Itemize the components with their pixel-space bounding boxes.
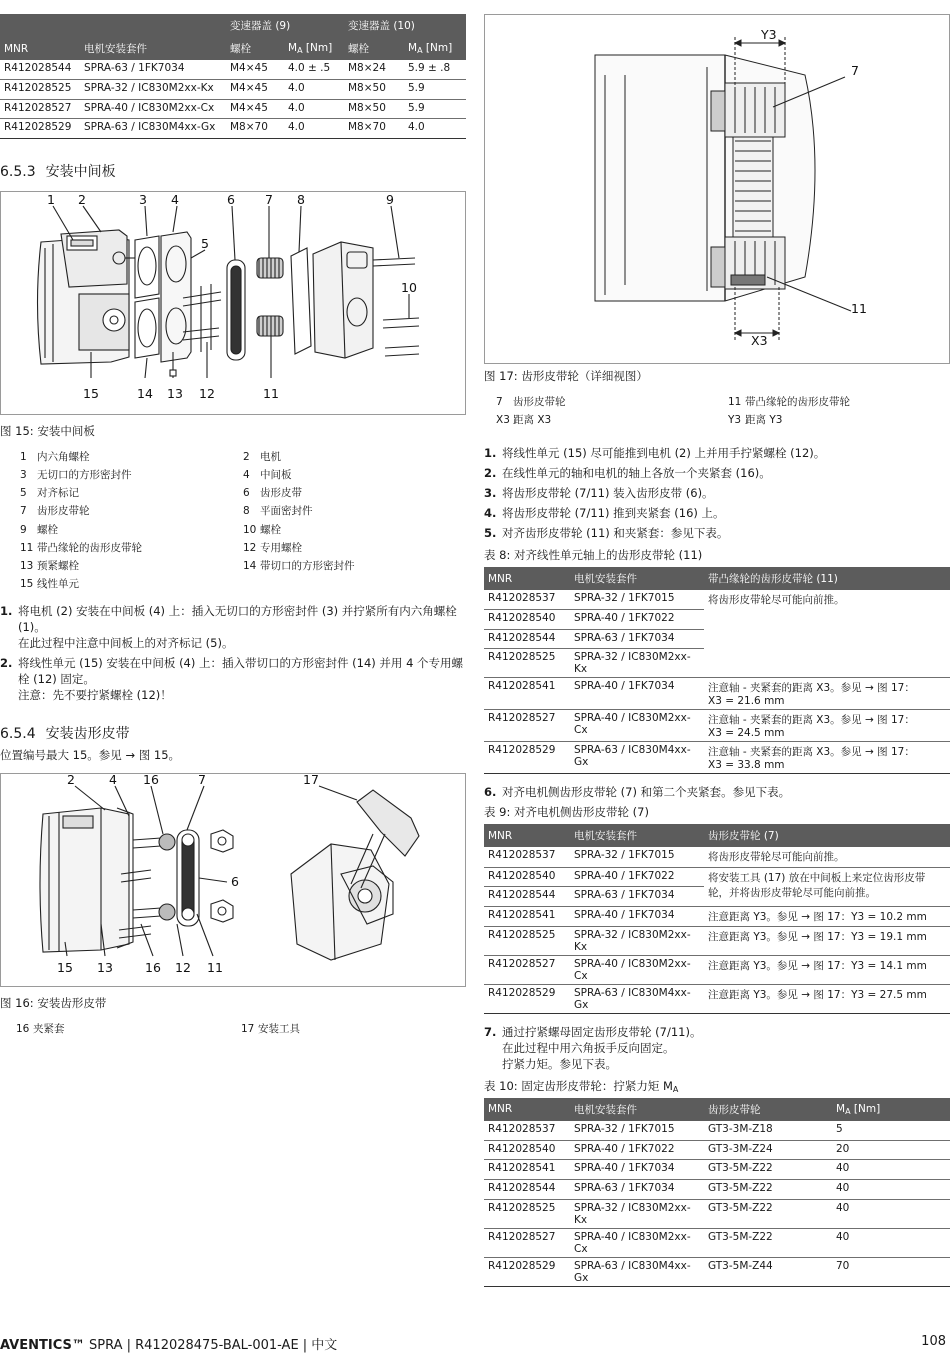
legend-number: 6 <box>243 487 250 500</box>
table-cell: R412028527 <box>484 955 570 984</box>
legend-item <box>496 394 728 409</box>
table-row <box>484 742 950 774</box>
step-item <box>484 465 950 481</box>
table-cell: SPRA-32 / 1FK7015 <box>570 590 704 610</box>
callout-15: 15 <box>83 385 99 401</box>
table-row <box>484 926 950 955</box>
table-10 <box>484 1098 950 1287</box>
callout-11: 11 <box>851 301 867 316</box>
table-cell: R412028544 <box>484 887 570 907</box>
table-cell: 40 <box>832 1160 950 1180</box>
legend-label: 齿形皮带轮 <box>37 505 90 518</box>
table-cell: R412028541 <box>484 1160 570 1180</box>
table-cell: R412028527 <box>484 710 570 742</box>
step-text: 将线性单元 (15) 尽可能推到电机 (2) 上并用手拧紧螺栓 (12)。 <box>502 446 826 461</box>
table-cell: GT3-5M-Z22 <box>704 1160 832 1180</box>
callout-5: 5 <box>201 235 209 251</box>
table-cell: 4.0 <box>284 80 344 100</box>
table-cell: R412028544 <box>484 1180 570 1200</box>
step-number: 4. <box>484 506 497 521</box>
callout-4: 4 <box>171 191 179 207</box>
table-8-body <box>484 590 950 774</box>
legend-item <box>728 412 950 427</box>
callout-11: 11 <box>207 960 223 976</box>
merged-note-cell: 将齿形皮带轮尽可能向前推。 <box>704 590 950 678</box>
table-cell: SPRA-40 / IC830M2xx-Cx <box>570 710 704 742</box>
section-heading-654: 6.5.4 安装齿形皮带 <box>0 726 130 743</box>
callout-8: 8 <box>297 191 305 207</box>
table-cell: R412028525 <box>484 926 570 955</box>
table-cell: R412028544 <box>484 629 570 649</box>
step-653-2: 2. 将线性单元 (15) 安装在中间板 (4) 上：插入带切口的方形密封件 (14) 并用 4 个专用螺栓 (12) 固定。 注意：先不要拧紧螺栓 (12)！ <box>0 656 464 703</box>
table-cell: M8×50 <box>344 99 404 119</box>
table-cell: SPRA-40 / 1FK7022 <box>570 867 704 887</box>
table-row <box>484 678 950 710</box>
figure-15 <box>0 191 466 415</box>
table-cell: R412028527 <box>484 1228 570 1257</box>
legend-item <box>243 558 466 573</box>
legend-item <box>243 467 466 482</box>
table-cell: R412028529 <box>484 742 570 774</box>
table-cell: M8×24 <box>344 60 404 80</box>
note-line: 轮，并将齿形皮带轮尽可能向前推。 <box>708 886 876 899</box>
legend-item <box>20 540 243 555</box>
callout-2: 2 <box>67 773 75 788</box>
table-row <box>484 984 950 1013</box>
legend-item <box>496 412 728 427</box>
table-cell: SPRA-63 / IC830M4xx-Gx <box>570 742 704 774</box>
step-item <box>484 525 950 541</box>
legend-item <box>20 485 243 500</box>
legend-item <box>243 449 466 464</box>
figure-15-legend <box>0 449 466 591</box>
legend-number: 3 <box>20 469 27 482</box>
steps-653 <box>0 603 466 703</box>
legend-item <box>16 1021 241 1036</box>
legend-item <box>728 394 950 409</box>
legend-number: 2 <box>243 450 250 463</box>
table-cell: 5.9 <box>404 99 466 119</box>
table-9 <box>484 824 950 1013</box>
callout-10: 10 <box>401 279 417 295</box>
legend-item <box>20 503 243 518</box>
table-row <box>484 710 950 742</box>
legend-number: 16 <box>16 1023 30 1036</box>
figure-17 <box>484 14 950 364</box>
legend-label: 无切口的方形密封件 <box>37 469 132 482</box>
note-cell <box>704 742 950 774</box>
legend-label: 安装工具 <box>258 1023 300 1036</box>
table-cell: 注意距离 Y3。参见 → 图 17：Y3 = 19.1 mm <box>704 926 950 955</box>
step-text: 将齿形皮带轮 (7/11) 推到夹紧套 (16) 上。 <box>502 506 725 521</box>
callout-16: 16 <box>143 773 159 788</box>
t10-col-pulley: 齿形皮带轮 <box>704 1098 832 1121</box>
legend-item <box>20 467 243 482</box>
table-cell: M4×45 <box>226 99 284 119</box>
table-cell: M8×50 <box>344 80 404 100</box>
legend-number: 12 <box>243 541 257 554</box>
footer-brand: AVENTICS™ <box>0 1338 85 1353</box>
table-row <box>484 1180 950 1200</box>
table-8-caption: 表 8: 对齐线性单元轴上的齿形皮带轮 (11) <box>484 548 703 563</box>
note-line: 将安装工具 (17) 放在中间板上来定位齿形皮带 <box>708 871 926 884</box>
table-cell: R412028525 <box>484 1199 570 1228</box>
table-cell: SPRA-32 / 1FK7015 <box>570 847 704 867</box>
top-table-body <box>0 60 466 138</box>
table-8 <box>484 567 950 774</box>
legend-item <box>20 449 243 464</box>
callout-6: 6 <box>227 191 235 207</box>
steps-654 <box>484 445 950 541</box>
callout-12: 12 <box>199 385 215 401</box>
callout-11: 11 <box>263 385 279 401</box>
table-row <box>484 1160 950 1180</box>
table-10-body <box>484 1121 950 1286</box>
callout-1: 1 <box>47 191 55 207</box>
legend-item <box>20 522 243 537</box>
table-row <box>0 60 466 80</box>
step-text: 将齿形皮带轮 (7/11) 装入齿形皮带 (6)。 <box>502 486 714 501</box>
table-cell: 5 <box>832 1121 950 1141</box>
table-row <box>484 1140 950 1160</box>
table-cell: SPRA-32 / IC830M2xx-Kx <box>570 1199 704 1228</box>
legend-number: 14 <box>243 560 257 572</box>
table-row <box>484 1121 950 1141</box>
legend-label: 内六角螺栓 <box>37 450 90 463</box>
callout-13: 13 <box>167 385 183 401</box>
table-cell: GT3-5M-Z22 <box>704 1228 832 1257</box>
legend-item <box>241 1021 466 1036</box>
table-cell: SPRA-63 / 1FK7034 <box>80 60 226 80</box>
table-row <box>484 590 950 610</box>
callout-12: 12 <box>175 960 191 976</box>
callout-3: 3 <box>139 191 147 207</box>
legend-label: 带凸缘轮的齿形皮带轮 <box>37 541 142 554</box>
legend-number: 17 <box>241 1023 255 1036</box>
table-cell: GT3-3M-Z18 <box>704 1121 832 1141</box>
callout-7: 7 <box>265 191 273 207</box>
table-cell: R412028540 <box>484 1140 570 1160</box>
table-cell: SPRA-32 / IC830M2xx-Kx <box>570 649 704 678</box>
table-cell: SPRA-32 / IC830M2xx-Kx <box>80 80 226 100</box>
table-cell: 注意距离 Y3。参见 → 图 17：Y3 = 27.5 mm <box>704 984 950 1013</box>
table-cell: SPRA-63 / 1FK7034 <box>570 887 704 907</box>
table-row <box>0 80 466 100</box>
footer-doc: SPRA | R412028475-BAL-001-AE | 中文 <box>84 1338 338 1353</box>
step-653-1: 1. 将电机 (2) 安装在中间板 (4) 上：插入无切口的方形密封件 (3) 并拧紧所有内六角螺栓 (1)。 在此过程中注意中间板上的对齐标记 (5)。 <box>0 604 457 651</box>
legend-number: 7 <box>496 396 503 408</box>
legend-number: 9 <box>20 523 27 536</box>
legend-item <box>243 485 466 500</box>
table-cell: 40 <box>832 1180 950 1200</box>
col-ma-2: $M_A$ [Nm] <box>404 37 466 60</box>
step-6: 6. 对齐电机侧齿形皮带轮 (7) 和第二个夹紧套。参见下表。 <box>484 785 791 800</box>
step-text: 在线性单元的轴和电机的轴上各放一个夹紧套 (16)。 <box>502 466 771 481</box>
callout-16b: 16 <box>145 960 161 976</box>
table-cell: R412028529 <box>484 1257 570 1286</box>
table-cell: SPRA-40 / 1FK7034 <box>570 906 704 926</box>
table-10-caption: 表 10: 固定齿形皮带轮：拧紧力矩 $M_A$ <box>484 1078 679 1094</box>
figure-15-caption: 图 15: 安装中间板 <box>0 423 95 438</box>
table-cell: SPRA-63 / IC830M4xx-Gx <box>570 1257 704 1286</box>
group-header-cover-10: 变速器盖 (10) <box>344 14 466 37</box>
table-cell: 4.0 <box>284 119 344 139</box>
legend-label: 距离 Y3 <box>745 414 783 427</box>
callout-2: 2 <box>78 191 86 207</box>
table-cell: SPRA-40 / 1FK7034 <box>570 678 704 710</box>
table-cell: SPRA-63 / IC830M4xx-Gx <box>570 984 704 1013</box>
t8-col-mnr: MNR <box>484 567 570 590</box>
table-cell: SPRA-32 / 1FK7015 <box>570 1121 704 1141</box>
note-line: 注意轴 - 夹紧套的距离 X3。参见 → 图 17： <box>708 746 915 759</box>
step-number: 2. <box>484 466 497 481</box>
figure-16-caption: 图 16: 安装齿形皮带 <box>0 996 107 1011</box>
table-cell: GT3-5M-Z44 <box>704 1257 832 1286</box>
table-cell: R412028525 <box>0 80 80 100</box>
callout-x3: X3 <box>751 333 768 348</box>
legend-label: 齿形皮带轮 <box>513 396 566 408</box>
table-cell: M8×70 <box>226 119 284 139</box>
legend-label: 螺栓 <box>260 523 281 536</box>
legend-item <box>243 503 466 518</box>
table-row <box>484 1199 950 1228</box>
col-bolt-2: 螺栓 <box>344 37 404 60</box>
table-cell: 4.0 <box>284 99 344 119</box>
table-cell: GT3-3M-Z24 <box>704 1140 832 1160</box>
table-cell: M4×45 <box>226 60 284 80</box>
step-number: 5. <box>484 526 497 541</box>
legend-number: 8 <box>243 505 250 518</box>
table-cell: SPRA-40 / 1FK7022 <box>570 1140 704 1160</box>
table-9-caption: 表 9: 对齐电机侧齿形皮带轮 (7) <box>484 805 649 820</box>
t8-col-pulley: 带凸缘轮的齿形皮带轮 (11) <box>704 567 950 590</box>
col-kit: 电机安装套件 <box>80 37 226 60</box>
table-row <box>484 906 950 926</box>
table-cell: 将齿形皮带轮尽可能向前推。 <box>704 847 950 867</box>
table-row <box>484 955 950 984</box>
legend-number: 1 <box>20 450 27 463</box>
table-cell: R412028525 <box>484 649 570 678</box>
col-ma-1: $M_A$ [Nm] <box>284 37 344 60</box>
page-number: 108 <box>921 1334 946 1349</box>
table-cell: 注意距离 Y3。参见 → 图 17：Y3 = 14.1 mm <box>704 955 950 984</box>
table-cell: R412028529 <box>0 119 80 139</box>
callout-9: 9 <box>386 191 394 207</box>
legend-label: 距离 X3 <box>513 414 552 427</box>
figure-17-drawing <box>485 15 950 364</box>
note-cell <box>704 678 950 710</box>
legend-item <box>243 576 466 591</box>
group-header-cover-9: 变速器盖 (9) <box>226 14 344 37</box>
legend-label: 齿形皮带 <box>260 487 302 500</box>
callout-17: 17 <box>303 773 319 788</box>
table-cell: R412028537 <box>484 1121 570 1141</box>
table-cell: 5.9 ± .8 <box>404 60 466 80</box>
left-column <box>0 14 466 1036</box>
t9-col-mnr: MNR <box>484 824 570 847</box>
figure-17-legend <box>484 394 950 427</box>
section-654-intro: 位置编号最大 15。参见 → 图 15。 <box>0 748 181 763</box>
t9-col-kit: 电机安装套件 <box>570 824 704 847</box>
table-cell: R412028537 <box>484 590 570 610</box>
table-row <box>484 1228 950 1257</box>
callout-7: 7 <box>198 773 206 788</box>
callout-15: 15 <box>57 960 73 976</box>
note-value: X3 = 24.5 mm <box>708 727 785 740</box>
legend-number: 11 <box>728 396 742 408</box>
step-item <box>484 445 950 461</box>
note-value: X3 = 33.8 mm <box>708 759 785 772</box>
table-cell: SPRA-40 / 1FK7022 <box>570 610 704 630</box>
figure-17-caption: 图 17: 齿形皮带轮（详细视图） <box>484 369 648 383</box>
figure-16-legend <box>0 1021 466 1036</box>
legend-number: 4 <box>243 469 250 482</box>
table-cell: SPRA-40 / IC830M2xx-Cx <box>570 1228 704 1257</box>
table-9-body <box>484 847 950 1013</box>
table-cell: SPRA-63 / 1FK7034 <box>570 629 704 649</box>
t9-col-pulley: 齿形皮带轮 (7) <box>704 824 950 847</box>
right-column <box>484 14 950 1287</box>
legend-number: 5 <box>20 487 27 500</box>
table-row <box>0 119 466 139</box>
table-cell: SPRA-40 / IC830M2xx-Cx <box>80 99 226 119</box>
note-line: 注意轴 - 夹紧套的距离 X3。参见 → 图 17： <box>708 682 915 695</box>
table-cell: R412028537 <box>484 847 570 867</box>
table-cell: R412028540 <box>484 867 570 887</box>
legend-label: 带切口的方形密封件 <box>260 560 355 572</box>
step-item <box>484 505 950 521</box>
table-cell: 注意距离 Y3。参见 → 图 17：Y3 = 10.2 mm <box>704 906 950 926</box>
table-cell: R412028527 <box>0 99 80 119</box>
note-cell <box>704 710 950 742</box>
table-row <box>484 867 950 887</box>
table-cell: 20 <box>832 1140 950 1160</box>
note-value: X3 = 21.6 mm <box>708 695 785 708</box>
legend-item <box>243 522 466 537</box>
merged-note-cell <box>704 867 950 906</box>
legend-number: 15 <box>20 578 34 591</box>
figure-15-drawing <box>1 192 466 415</box>
table-cell: 4.0 <box>404 119 466 139</box>
legend-label: 带凸缘轮的齿形皮带轮 <box>745 396 850 408</box>
legend-number: 10 <box>243 523 257 536</box>
step-number: 1. <box>484 446 497 461</box>
callout-6: 6 <box>231 874 239 890</box>
table-row <box>484 847 950 867</box>
legend-number: Y3 <box>728 414 742 427</box>
table-cell: R412028541 <box>484 906 570 926</box>
section-heading-653: 6.5.3 安装中间板 <box>0 163 116 180</box>
legend-item <box>243 540 466 555</box>
callout-y3: Y3 <box>761 27 777 42</box>
callout-13: 13 <box>97 960 113 976</box>
callout-14: 14 <box>137 385 153 401</box>
table-cell: SPRA-40 / 1FK7034 <box>570 1160 704 1180</box>
table-row <box>484 1257 950 1286</box>
table-cell: 40 <box>832 1228 950 1257</box>
t10-col-mnr: MNR <box>484 1098 570 1121</box>
figure-16 <box>0 773 466 987</box>
table-cell: M4×45 <box>226 80 284 100</box>
legend-number: 7 <box>20 505 27 518</box>
legend-label: 线性单元 <box>37 578 79 591</box>
legend-label: 夹紧套 <box>33 1023 65 1036</box>
table-cell: R412028529 <box>484 984 570 1013</box>
table-row <box>0 99 466 119</box>
note-line: 注意轴 - 夹紧套的距离 X3。参见 → 图 17： <box>708 714 915 727</box>
table-cell: GT3-5M-Z22 <box>704 1180 832 1200</box>
t10-col-ma: $M_A$ [Nm] <box>832 1098 950 1121</box>
table-cell: M8×70 <box>344 119 404 139</box>
callout-7: 7 <box>851 63 859 78</box>
page-footer <box>0 1334 950 1353</box>
col-bolt-1: 螺栓 <box>226 37 284 60</box>
legend-label: 电机 <box>260 450 281 463</box>
legend-label: 对齐标记 <box>37 487 79 500</box>
table-cell: 4.0 ± .5 <box>284 60 344 80</box>
callout-4: 4 <box>109 773 117 788</box>
table-cell: SPRA-40 / IC830M2xx-Cx <box>570 955 704 984</box>
table-cell: R412028540 <box>484 610 570 630</box>
legend-label: 平面密封件 <box>260 505 313 518</box>
col-mnr: MNR <box>0 37 80 60</box>
step-text: 对齐齿形皮带轮 (11) 和夹紧套：参见下表。 <box>502 526 729 541</box>
top-torque-table <box>0 14 466 139</box>
table-cell: R412028544 <box>0 60 80 80</box>
table-cell: SPRA-32 / IC830M2xx-Kx <box>570 926 704 955</box>
legend-label: 中间板 <box>260 469 292 482</box>
step-item <box>484 485 950 501</box>
legend-item <box>20 558 243 573</box>
table-cell: GT3-5M-Z22 <box>704 1199 832 1228</box>
table-cell: 40 <box>832 1199 950 1228</box>
legend-label: 螺栓 <box>37 523 58 536</box>
legend-number: 11 <box>20 541 34 554</box>
legend-label: 专用螺栓 <box>260 541 302 554</box>
legend-number: X3 <box>496 414 510 427</box>
table-cell: R412028541 <box>484 678 570 710</box>
step-7: 7. 通过拧紧螺母固定齿形皮带轮 (7/11)。 在此过程中用六角扳手反向固定。 拧紧力矩。参见下表。 <box>484 1024 702 1071</box>
t10-col-kit: 电机安装套件 <box>570 1098 704 1121</box>
legend-item <box>20 576 243 591</box>
step-number: 3. <box>484 486 497 501</box>
table-cell: SPRA-63 / IC830M4xx-Gx <box>80 119 226 139</box>
table-cell: 5.9 <box>404 80 466 100</box>
table-cell: SPRA-63 / 1FK7034 <box>570 1180 704 1200</box>
legend-number: 13 <box>20 560 34 572</box>
legend-label: 预紧螺栓 <box>37 560 79 572</box>
table-cell: 70 <box>832 1257 950 1286</box>
t8-col-kit: 电机安装套件 <box>570 567 704 590</box>
